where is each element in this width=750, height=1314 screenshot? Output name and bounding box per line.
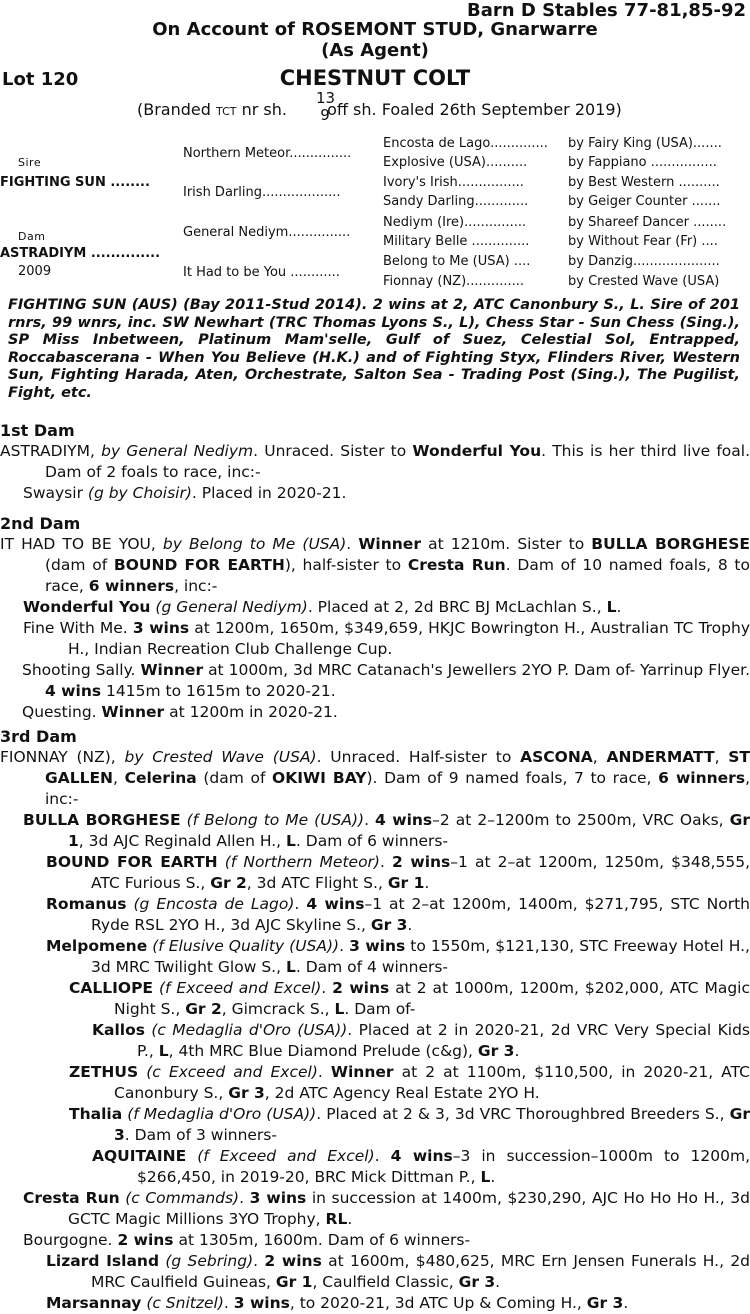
gen3-name: Ivory's Irish................ (383, 175, 524, 190)
progeny-entry: Melpomene (f Elusive Quality (USA)). 3 wins to 1550m, $121,130, STC Freeway Hotel H., 3d MRC Twilight Glow S., L. Dam of 4 winners- (46, 937, 750, 976)
progeny-entry: Marsannay (c Snitzel). 3 wins, to 2020-21, 3d ATC Up & Coming H., Gr 3. (46, 1294, 629, 1312)
progeny-entry: ZETHUS (c Exceed and Excel). Winner at 2 at 1100m, $110,500, in 2020-21, ATC Canonbury S., Gr 3, 2d ATC Agency Real Estate 2YO H. (69, 1063, 750, 1102)
progeny-entry: Kallos (c Medaglia d'Oro (USA)). Placed at 2 in 2020-21, 2d VRC Very Special Kids P., L, 4th MRC Blue Diamond Prelude (c&g), Gr 3. (92, 1021, 750, 1060)
vendor-account: On Account of ROSEMONT STUD, Gnarwarre (152, 19, 598, 40)
first-dam-paragraph: ASTRADIYM, by General Nediym. Unraced. Sister to Wonderful You. This is her third live foal. Dam of 2 foals to race, inc:- (0, 442, 750, 481)
gen3-name: Belong to Me (USA) .... (383, 254, 531, 269)
lot-number: Lot 120 (2, 69, 79, 90)
gen4-name: by Without Fear (Fr) .... (568, 234, 718, 249)
gen2-name: Irish Darling................... (183, 185, 341, 200)
gen2-name: It Had to be You ............ (183, 265, 340, 280)
progeny-entry: Bourgogne. 2 wins at 1305m, 1600m. Dam of 6 winners- (23, 1231, 471, 1249)
gen4-name: by Shareef Dancer ........ (568, 215, 727, 230)
gen2-name: Northern Meteor............... (183, 146, 352, 161)
gen4-name: by Crested Wave (USA) (568, 274, 720, 289)
progeny-entry: Cresta Run (c Commands). 3 wins in succession at 1400m, $230,290, AJC Ho Ho Ho H., 3d GCTC Magic Millions 3YO Trophy, RL. (23, 1189, 750, 1228)
brand-line: (Branded TCT nr sh. off sh. Foaled 26th September 2019) (137, 100, 622, 119)
second-dam-heading: 2nd Dam (0, 514, 81, 533)
gen2-name: General Nediym............... (183, 225, 351, 240)
brand-fraction: 13 9 (316, 89, 336, 124)
progeny-entry: Shooting Sally. Winner at 1000m, 3d MRC Catanach's Jewellers 2YO P. Dam of- Yarrinup Flyer. 4 wins 1415m to 1615m to 2020-21. (22, 661, 750, 700)
gen4-name: by Danzig..................... (568, 254, 720, 269)
third-dam-paragraph: FIONNAY (NZ), by Crested Wave (USA). Unraced. Half-sister to ASCONA, ANDERMATT, ST GALLEN, Celerina (dam of OKIWI BAY). Dam of 9 named foals, 7 to race, 6 winners, inc:- (0, 748, 750, 808)
progeny-entry: Lizard Island (g Sebring). 2 wins at 1600m, $480,625, MRC Ern Jensen Funerals H., 2d MRC Caulfield Guineas, Gr 1, Caulfield Classic, Gr 3. (46, 1252, 750, 1291)
progeny-entry: BOUND FOR EARTH (f Northern Meteor). 2 wins–1 at 2–at 1200m, 1250m, $348,555, ATC Furious S., Gr 2, 3d ATC Flight S., Gr 1. (46, 853, 750, 892)
third-dam-heading: 3rd Dam (0, 727, 77, 746)
progeny-entry: AQUITAINE (f Exceed and Excel). 4 wins–3 in succession–1000m to 1200m, $266,450, in 2019-20, BRC Mick Dittman P., L. (92, 1147, 750, 1186)
first-dam-heading: 1st Dam (0, 421, 75, 440)
pedigree-table (0, 134, 750, 294)
sire-name: FIGHTING SUN ........ (0, 175, 150, 190)
dam-name: ASTRADIYM .............. (0, 246, 161, 261)
horse-title: CHESTNUT COLT (279, 66, 471, 90)
progeny-entry: BULLA BORGHESE (f Belong to Me (USA)). 4 wins–2 at 2–1200m to 2500m, VRC Oaks, Gr 1, 3d AJC Reginald Allen H., L. Dam of 6 winners- (23, 811, 750, 850)
dam-label: Dam (18, 230, 46, 243)
progeny-entry: Thalia (f Medaglia d'Oro (USA)). Placed at 2 & 3, 3d VRC Thoroughbred Breeders S., Gr 3. Dam of 3 winners- (69, 1105, 750, 1144)
sire-label: Sire (18, 156, 42, 169)
progeny-entry: Fine With Me. 3 wins at 1200m, 1650m, $349,659, HKJC Bowrington H., Australian TC Trophy H., Indian Recreation Club Challenge Cup. (23, 619, 750, 658)
progeny-entry: Questing. Winner at 1200m in 2020-21. (22, 703, 338, 721)
gen3-name: Encosta de Lago.............. (383, 136, 548, 151)
gen3-name: Nediym (Ire)............... (383, 215, 527, 230)
gen4-name: by Geiger Counter ....... (568, 194, 721, 209)
progeny-entry: Romanus (g Encosta de Lago). 4 wins–1 at 2–at 1200m, 1400m, $271,795, STC North Ryde RSL 2YO H., 3d AJC Skyline S., Gr 3. (46, 895, 750, 934)
gen3-name: Explosive (USA).......... (383, 155, 528, 170)
dam-year: 2009 (18, 264, 52, 279)
gen4-name: by Fairy King (USA)....... (568, 136, 722, 151)
second-dam-paragraph: IT HAD TO BE YOU, by Belong to Me (USA). Winner at 1210m. Sister to BULLA BORGHESE (dam of BOUND FOR EARTH), half-sister to Cresta Run. Dam of 10 named foals, 8 to race, 6 winners, inc:- (0, 535, 750, 595)
sire-summary: FIGHTING SUN (AUS) (Bay 2011-Stud 2014). 2 wins at 2, ATC Canonbury S., L. Sire of 201 rnrs, 99 wnrs, inc. SW Newhart (TRC Thomas Lyons S., L), Chess Star - Sun Chess (Sing.), SP Miss Inbetween, Platinum Mam'selle, Gulf of Suez, Celestial Sol, Entrapped, Roccabascerana - When You Believe (H.K.) and of Fighting Styx, Flinders River, Western Sun, Fighting Harada, Aten, Orchestrate, Salton Sea - Trading Post (Sing.), The Pugilist, Fight, etc. (8, 297, 740, 401)
brand-mark: TCT (216, 105, 237, 118)
gen4-name: by Fappiano ................ (568, 155, 717, 170)
first-dam-foal: Swaysir (g by Choisir). Placed in 2020-21. (23, 484, 347, 502)
gen3-name: Military Belle .............. (383, 234, 530, 249)
progeny-entry: CALLIOPE (f Exceed and Excel). 2 wins at 2 at 1000m, 1200m, $202,000, ATC Magic Night S., Gr 2, Gimcrack S., L. Dam of- (69, 979, 750, 1018)
stables-location: Barn D Stables 77-81,85-92 (467, 0, 746, 21)
gen4-name: by Best Western .......... (568, 175, 720, 190)
gen3-name: Sandy Darling............. (383, 194, 529, 209)
third-dam-section (0, 726, 750, 1314)
third-dam-progeny-list (0, 810, 750, 1314)
vendor-agent: (As Agent) (321, 40, 429, 61)
second-dam-section (0, 513, 750, 723)
gen3-name: Fionnay (NZ).............. (383, 274, 524, 289)
progeny-entry: Wonderful You (g General Nediym). Placed at 2, 2d BRC BJ McLachlan S., L. (23, 598, 622, 616)
first-dam-section (0, 420, 750, 504)
